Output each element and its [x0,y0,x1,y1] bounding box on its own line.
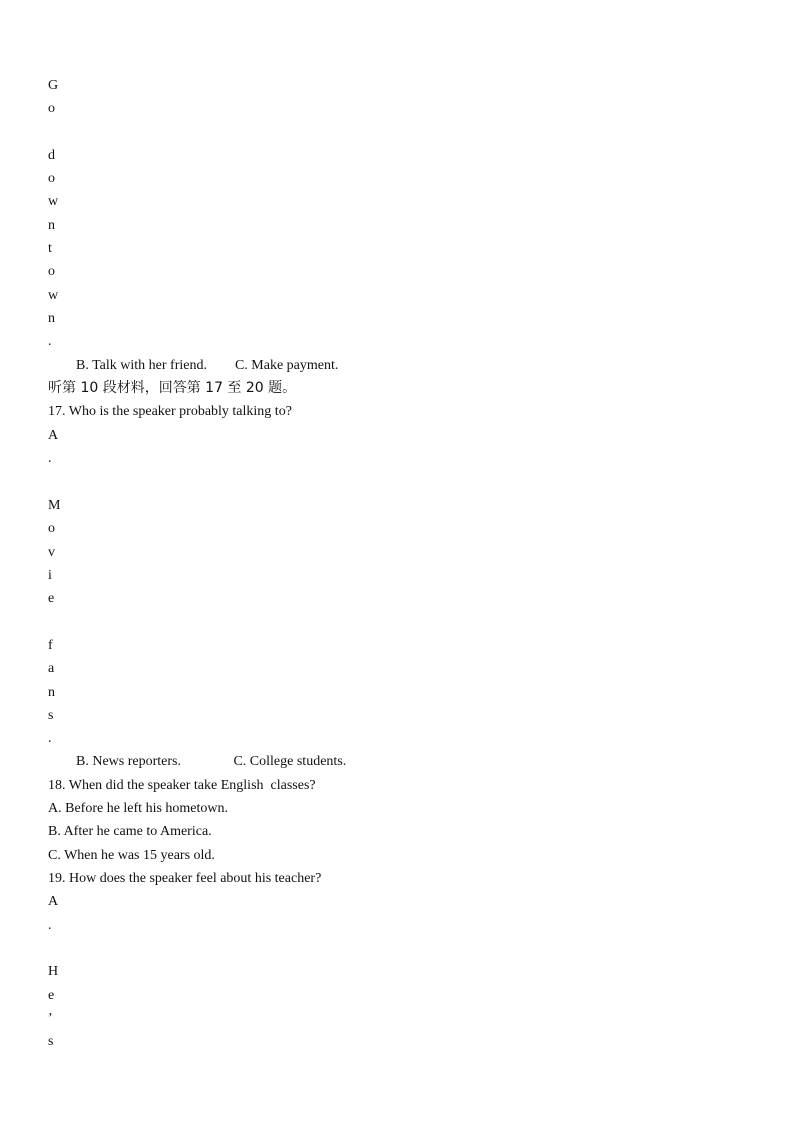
q18-option-c: C. When he was 15 years old. [48,848,215,863]
letter: M [48,498,61,513]
q16-options-line: B. Talk with her friend. C. Make payment. [76,358,339,373]
letter: e [48,988,55,1003]
letter: n [48,311,55,326]
letter: A [48,894,59,909]
letter: i [48,568,52,583]
letter: v [48,545,55,560]
q18-option-b: B. After he came to America. [48,824,212,839]
letter: H [48,964,59,979]
q17-question: 17. Who is the speaker probably talking to? [48,404,292,419]
letter: t [48,241,52,256]
letter: f [48,638,53,653]
section-header: 听第 10 段材料，回答第 17 至 20 题。 [48,380,297,396]
letter: o [48,264,55,279]
letter: d [48,148,55,163]
letter: n [48,218,55,233]
letter: n [48,685,55,700]
letter: e [48,591,55,606]
letter: ’ [48,1011,53,1026]
q17-options-line: B. News reporters. C. College students. [76,754,347,769]
letter: . [48,451,52,466]
letter: o [48,171,55,186]
letter: w [48,288,59,303]
q18-question: 18. When did the speaker take English classes? [48,778,316,793]
letter: a [48,661,55,676]
letter: s [48,708,54,723]
letter: G [48,78,59,93]
q19-question: 19. How does the speaker feel about his teacher? [48,871,322,886]
letter: A [48,428,59,443]
letter: w [48,194,59,209]
letter: s [48,1034,54,1049]
letter: o [48,101,55,116]
letter: . [48,334,52,349]
letter: . [48,731,52,746]
letter: . [48,918,52,933]
letter: o [48,521,55,536]
q18-option-a: A. Before he left his hometown. [48,801,229,816]
